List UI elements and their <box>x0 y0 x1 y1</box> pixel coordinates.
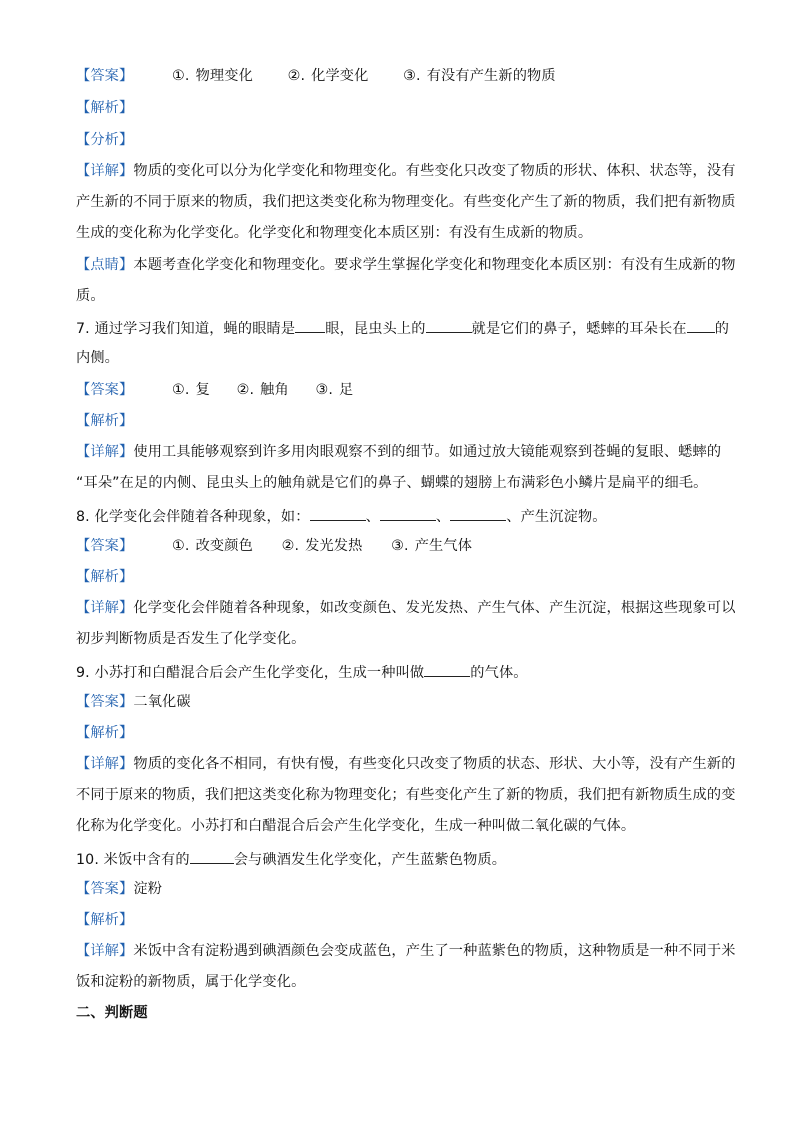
answer-option-2: ②. 发光发热 <box>281 538 363 554</box>
q9-detail-line-1: 【详解】物质的变化各不相同，有快有慢，有些变化只改变了物质的状态、形状、大小等，没有产生新的 <box>76 756 736 772</box>
answer-option-3: ③. 足 <box>315 382 354 398</box>
q9-answer-row <box>76 692 718 712</box>
q7-answer-row <box>76 380 718 400</box>
answer-option-3: ③. 有没有产生新的物质 <box>403 68 556 84</box>
q10-answer-row <box>76 879 718 899</box>
answer-option-1: ①. 复 <box>172 382 210 398</box>
answer-blank <box>450 505 506 521</box>
answer-label: 【答案】 <box>76 881 134 897</box>
q9-detail-line-2: 不同于原来的物质，我们把这类变化称为物理变化；有些变化产生了新的物质，我们把有新物质生成的变 <box>76 787 736 803</box>
q10-detail-line-2: 饭和淀粉的新物质，属于化学变化。 <box>76 974 306 990</box>
q6-answer-row <box>76 66 718 86</box>
answer-blank <box>687 317 715 333</box>
answer-text: 淀粉 <box>133 881 163 897</box>
q9-detail-line-3: 化称为化学变化。小苏打和白醋混合后会产生化学变化，生成一种叫做二氧化碳的气体。 <box>76 818 636 834</box>
answer-blank <box>424 661 470 677</box>
answer-blank <box>190 848 234 864</box>
answer-text: 二氧化碳 <box>133 694 191 710</box>
q7-detail-line-2: “耳朵”在足的内侧、昆虫头上的触角就是它们的鼻子、蝴蝶的翅膀上布满彩色小鳞片是扁平的细毛。 <box>76 475 708 491</box>
answer-blank <box>426 317 472 333</box>
q8-answer-row <box>76 536 718 556</box>
q8-detail-line-1: 【详解】化学变化会伴随着各种现象，如改变颜色、发光发热、产生气体、产生沉淀，根据这些现象可以 <box>76 600 736 616</box>
answer-blank <box>295 317 325 333</box>
q8-detail-line-2: 初步判断物质是否发生了化学变化。 <box>76 631 306 647</box>
analysis-label: 【解析】 <box>76 912 134 928</box>
section-heading: 二、判断题 <box>76 1005 148 1021</box>
q6-detail-line-1: 【详解】物质的变化可以分为化学变化和物理变化。有些变化只改变了物质的形状、体积、状态等，没有 <box>76 163 736 179</box>
answer-option-2: ②. 触角 <box>236 382 289 398</box>
question-7-line-2: 内侧。 <box>76 350 120 366</box>
answer-option-3: ③. 产生气体 <box>391 538 473 554</box>
answer-option-1: ①. 改变颜色 <box>172 538 253 554</box>
q7-detail-line-1: 【详解】使用工具能够观察到许多用肉眼观察不到的细节。如通过放大镜能观察到苍蝇的复眼、蟋蟀的 <box>76 444 722 460</box>
answer-blank <box>310 505 366 521</box>
analysis-label: 【解析】 <box>76 569 134 585</box>
question-8: 8. 化学变化会伴随着各种现象，如： 、 、 、产生沉淀物。 <box>76 505 718 527</box>
answer-option-1: ①. 物理变化 <box>172 68 253 84</box>
q6-comment-line-1: 【点睛】本题考查化学变化和物理变化。要求学生掌握化学变化和物理变化本质区别：有没有生成新的物 <box>76 257 736 273</box>
analysis-label: 【解析】 <box>76 413 134 429</box>
q10-detail-line-1: 【详解】米饭中含有淀粉遇到碘酒颜色会变成蓝色，产生了一种蓝紫色的物质，这种物质是一种不同于米 <box>76 943 736 959</box>
answer-label: 【答案】 <box>76 382 134 398</box>
question-7: 7. 通过学习我们知道，蝇的眼睛是 眼，昆虫头上的 就是它们的鼻子，蟋蟀的耳朵长在 的 <box>76 317 718 339</box>
question-9: 9. 小苏打和白醋混合后会产生化学变化，生成一种叫做 的气体。 <box>76 661 718 683</box>
q6-detail-line-3: 生成的变化称为化学变化。化学变化和物理变化本质区别：有没有生成新的物质。 <box>76 225 593 241</box>
answer-option-2: ②. 化学变化 <box>287 68 369 84</box>
answer-label: 【答案】 <box>76 694 134 710</box>
fenxi-label: 【分析】 <box>76 132 134 148</box>
analysis-label: 【解析】 <box>76 725 134 741</box>
answer-label: 【答案】 <box>76 538 134 554</box>
q6-comment-line-2: 质。 <box>76 288 105 304</box>
question-10: 10. 米饭中含有的 会与碘酒发生化学变化，产生蓝紫色物质。 <box>76 848 718 870</box>
analysis-label: 【解析】 <box>76 100 134 116</box>
answer-blank <box>380 505 436 521</box>
answer-label: 【答案】 <box>76 68 134 84</box>
q6-detail-line-2: 产生新的不同于原来的物质，我们把这类变化称为物理变化。有些变化产生了新的物质，我们把有新物质 <box>76 194 736 210</box>
